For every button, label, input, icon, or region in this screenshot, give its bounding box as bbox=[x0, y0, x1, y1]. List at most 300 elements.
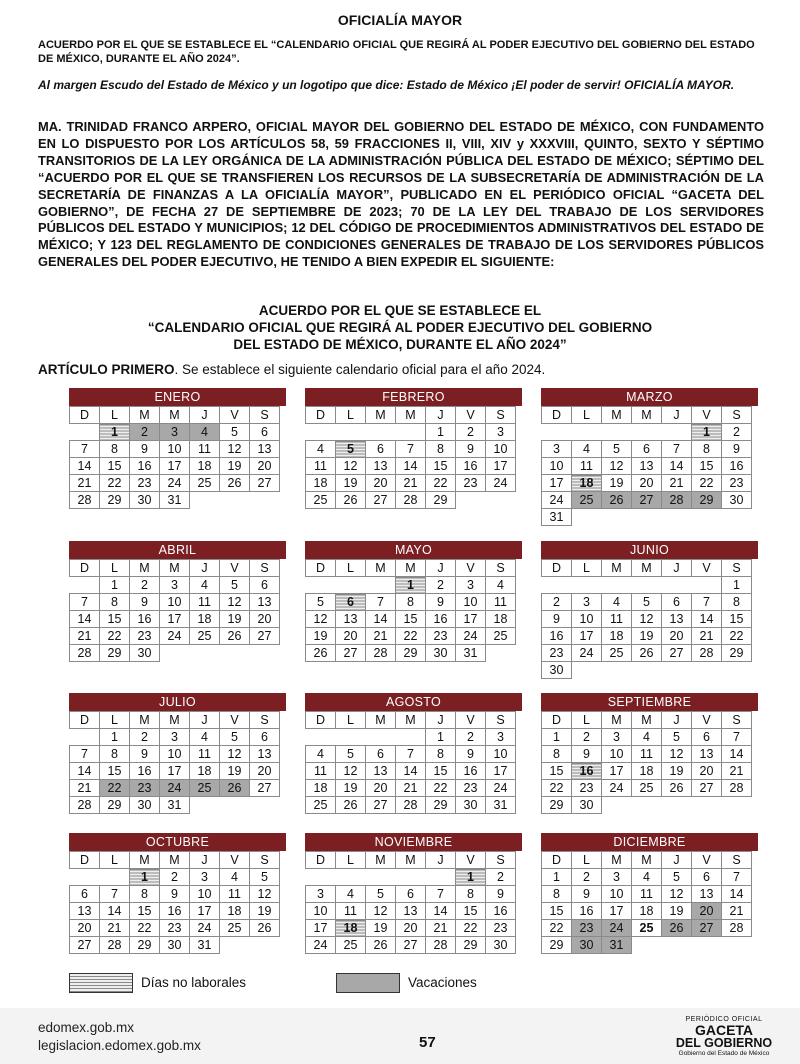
day-cell: 7 bbox=[70, 441, 100, 458]
day-cell: 26 bbox=[366, 937, 396, 954]
weekday-header: M bbox=[396, 407, 426, 424]
day-cell: 17 bbox=[486, 458, 516, 475]
day-cell: 13 bbox=[250, 594, 280, 611]
day-cell: 2 bbox=[572, 729, 602, 746]
empty-cell bbox=[692, 797, 722, 814]
weekday-header: D bbox=[542, 560, 572, 577]
day-cell: 4 bbox=[190, 424, 220, 441]
month-octubre bbox=[69, 833, 286, 954]
day-cell: 14 bbox=[426, 903, 456, 920]
day-cell: 18 bbox=[306, 475, 336, 492]
day-cell: 27 bbox=[632, 492, 662, 509]
day-cell: 28 bbox=[722, 920, 752, 937]
day-cell: 10 bbox=[160, 594, 190, 611]
day-cell: 1 bbox=[426, 424, 456, 441]
day-cell: 5 bbox=[220, 424, 250, 441]
empty-cell bbox=[306, 424, 336, 441]
day-cell: 17 bbox=[572, 628, 602, 645]
weekday-header: J bbox=[662, 852, 692, 869]
day-cell: 26 bbox=[602, 492, 632, 509]
day-cell: 19 bbox=[220, 611, 250, 628]
day-cell: 6 bbox=[250, 729, 280, 746]
weekday-header: V bbox=[692, 712, 722, 729]
weekday-header: L bbox=[100, 852, 130, 869]
day-cell: 11 bbox=[190, 594, 220, 611]
day-cell: 30 bbox=[572, 797, 602, 814]
day-cell: 21 bbox=[396, 780, 426, 797]
day-cell: 3 bbox=[306, 886, 336, 903]
day-cell: 28 bbox=[396, 797, 426, 814]
day-cell: 20 bbox=[366, 780, 396, 797]
day-cell: 10 bbox=[542, 458, 572, 475]
day-cell: 19 bbox=[250, 903, 280, 920]
day-cell: 13 bbox=[366, 763, 396, 780]
day-cell: 20 bbox=[250, 458, 280, 475]
day-cell: 2 bbox=[130, 424, 160, 441]
empty-cell bbox=[662, 797, 692, 814]
empty-cell bbox=[692, 577, 722, 594]
day-cell: 3 bbox=[486, 729, 516, 746]
empty-cell bbox=[632, 662, 662, 679]
weekday-header: M bbox=[160, 712, 190, 729]
day-cell: 18 bbox=[632, 903, 662, 920]
day-cell: 10 bbox=[160, 746, 190, 763]
empty-cell bbox=[396, 729, 426, 746]
day-cell: 10 bbox=[572, 611, 602, 628]
day-cell: 6 bbox=[692, 729, 722, 746]
day-cell: 27 bbox=[250, 780, 280, 797]
legend-no-laborales-swatch bbox=[69, 973, 133, 993]
weekday-header: M bbox=[602, 560, 632, 577]
weekday-header: S bbox=[722, 852, 752, 869]
day-cell: 9 bbox=[572, 886, 602, 903]
weekday-header: D bbox=[70, 407, 100, 424]
day-cell: 17 bbox=[602, 763, 632, 780]
day-cell: 30 bbox=[542, 662, 572, 679]
day-cell: 12 bbox=[336, 763, 366, 780]
empty-cell bbox=[722, 797, 752, 814]
day-cell: 9 bbox=[130, 441, 160, 458]
empty-cell bbox=[542, 424, 572, 441]
day-cell: 29 bbox=[426, 797, 456, 814]
day-cell: 14 bbox=[722, 886, 752, 903]
weekday-header: L bbox=[336, 852, 366, 869]
empty-cell bbox=[70, 729, 100, 746]
day-cell: 12 bbox=[662, 886, 692, 903]
empty-cell bbox=[336, 577, 366, 594]
day-cell: 27 bbox=[662, 645, 692, 662]
day-cell: 6 bbox=[396, 886, 426, 903]
day-cell: 28 bbox=[366, 645, 396, 662]
weekday-header: D bbox=[542, 407, 572, 424]
empty-cell bbox=[602, 662, 632, 679]
weekday-header: M bbox=[160, 852, 190, 869]
day-cell: 17 bbox=[486, 763, 516, 780]
weekday-header: V bbox=[220, 852, 250, 869]
weekday-header: M bbox=[396, 560, 426, 577]
article-text: . Se establece el siguiente calendario oficial para el año 2024. bbox=[174, 362, 546, 377]
day-cell: 19 bbox=[336, 475, 366, 492]
day-cell: 12 bbox=[220, 594, 250, 611]
day-cell: 11 bbox=[632, 746, 662, 763]
empty-cell bbox=[220, 937, 250, 954]
day-cell: 4 bbox=[220, 869, 250, 886]
day-cell: 9 bbox=[722, 441, 752, 458]
article-label: ARTÍCULO PRIMERO bbox=[38, 362, 175, 377]
month-header: JULIO bbox=[69, 693, 286, 711]
weekday-header: D bbox=[70, 852, 100, 869]
day-cell: 11 bbox=[306, 458, 336, 475]
month-table bbox=[69, 406, 280, 509]
empty-cell bbox=[602, 797, 632, 814]
empty-cell bbox=[366, 424, 396, 441]
day-cell: 13 bbox=[662, 611, 692, 628]
day-cell: 11 bbox=[602, 611, 632, 628]
day-cell: 15 bbox=[100, 611, 130, 628]
empty-cell bbox=[456, 492, 486, 509]
day-cell: 10 bbox=[160, 441, 190, 458]
day-cell: 24 bbox=[572, 645, 602, 662]
empty-cell bbox=[722, 937, 752, 954]
month-header: AGOSTO bbox=[305, 693, 522, 711]
day-cell: 29 bbox=[692, 492, 722, 509]
day-cell: 8 bbox=[542, 746, 572, 763]
day-cell: 8 bbox=[100, 746, 130, 763]
day-cell: 22 bbox=[100, 780, 130, 797]
weekday-header: L bbox=[572, 712, 602, 729]
day-cell: 12 bbox=[662, 746, 692, 763]
weekday-header: S bbox=[250, 407, 280, 424]
day-cell: 13 bbox=[336, 611, 366, 628]
month-header: MARZO bbox=[541, 388, 758, 406]
day-cell: 11 bbox=[336, 903, 366, 920]
day-cell: 15 bbox=[456, 903, 486, 920]
empty-cell bbox=[70, 424, 100, 441]
footer-link-legislacion[interactable]: legislacion.edomex.gob.mx bbox=[38, 1038, 201, 1053]
weekday-header: V bbox=[692, 407, 722, 424]
day-cell: 6 bbox=[250, 424, 280, 441]
empty-cell bbox=[396, 869, 426, 886]
empty-cell bbox=[632, 424, 662, 441]
day-cell: 24 bbox=[456, 628, 486, 645]
day-cell: 4 bbox=[602, 594, 632, 611]
day-cell: 22 bbox=[100, 628, 130, 645]
weekday-header: M bbox=[632, 560, 662, 577]
day-cell: 16 bbox=[130, 763, 160, 780]
day-cell: 30 bbox=[130, 797, 160, 814]
month-table bbox=[305, 851, 516, 954]
day-cell: 11 bbox=[632, 886, 662, 903]
day-cell: 14 bbox=[70, 763, 100, 780]
day-cell: 21 bbox=[70, 628, 100, 645]
month-table bbox=[541, 406, 752, 526]
day-cell: 1 bbox=[456, 869, 486, 886]
day-cell: 3 bbox=[160, 729, 190, 746]
empty-cell bbox=[632, 937, 662, 954]
empty-cell bbox=[366, 729, 396, 746]
weekday-header: J bbox=[426, 852, 456, 869]
day-cell: 27 bbox=[366, 797, 396, 814]
empty-cell bbox=[632, 509, 662, 526]
day-cell: 23 bbox=[572, 920, 602, 937]
day-cell: 22 bbox=[692, 475, 722, 492]
day-cell: 10 bbox=[190, 886, 220, 903]
day-cell: 16 bbox=[542, 628, 572, 645]
day-cell: 21 bbox=[722, 763, 752, 780]
weekday-header: S bbox=[722, 712, 752, 729]
month-header: ABRIL bbox=[69, 541, 286, 559]
day-cell: 7 bbox=[396, 441, 426, 458]
day-cell: 8 bbox=[692, 441, 722, 458]
weekday-header: M bbox=[602, 407, 632, 424]
day-cell: 4 bbox=[336, 886, 366, 903]
month-table bbox=[541, 851, 752, 954]
day-cell: 27 bbox=[366, 492, 396, 509]
day-cell: 8 bbox=[426, 746, 456, 763]
day-cell: 27 bbox=[70, 937, 100, 954]
weekday-header: L bbox=[336, 560, 366, 577]
day-cell: 2 bbox=[160, 869, 190, 886]
day-cell: 9 bbox=[542, 611, 572, 628]
day-cell: 29 bbox=[722, 645, 752, 662]
day-cell: 22 bbox=[722, 628, 752, 645]
day-cell: 24 bbox=[160, 628, 190, 645]
day-cell: 9 bbox=[130, 594, 160, 611]
day-cell: 26 bbox=[220, 780, 250, 797]
day-cell: 5 bbox=[366, 886, 396, 903]
day-cell: 3 bbox=[160, 424, 190, 441]
day-cell: 29 bbox=[542, 797, 572, 814]
day-cell: 2 bbox=[486, 869, 516, 886]
day-cell: 21 bbox=[70, 475, 100, 492]
day-cell: 18 bbox=[190, 458, 220, 475]
day-cell: 29 bbox=[456, 937, 486, 954]
day-cell: 26 bbox=[220, 628, 250, 645]
day-cell: 17 bbox=[456, 611, 486, 628]
day-cell: 1 bbox=[130, 869, 160, 886]
day-cell: 25 bbox=[572, 492, 602, 509]
day-cell: 30 bbox=[722, 492, 752, 509]
weekday-header: S bbox=[722, 560, 752, 577]
day-cell: 13 bbox=[250, 441, 280, 458]
day-cell: 7 bbox=[692, 594, 722, 611]
month-noviembre bbox=[305, 833, 522, 954]
month-table bbox=[541, 711, 752, 814]
day-cell: 13 bbox=[692, 746, 722, 763]
day-cell: 11 bbox=[572, 458, 602, 475]
day-cell: 11 bbox=[306, 763, 336, 780]
day-cell: 3 bbox=[542, 441, 572, 458]
legend-no-laborales-label: Días no laborales bbox=[141, 975, 247, 990]
day-cell: 10 bbox=[486, 441, 516, 458]
day-cell: 13 bbox=[70, 903, 100, 920]
legend-vacaciones-label: Vacaciones bbox=[408, 975, 477, 990]
empty-cell bbox=[426, 869, 456, 886]
day-cell: 6 bbox=[692, 869, 722, 886]
weekday-header: L bbox=[100, 712, 130, 729]
empty-cell bbox=[722, 509, 752, 526]
month-agosto bbox=[305, 693, 522, 814]
day-cell: 22 bbox=[456, 920, 486, 937]
day-cell: 25 bbox=[486, 628, 516, 645]
day-cell: 22 bbox=[130, 920, 160, 937]
month-mayo bbox=[305, 541, 522, 662]
month-julio bbox=[69, 693, 286, 814]
day-cell: 18 bbox=[336, 920, 366, 937]
day-cell: 3 bbox=[602, 729, 632, 746]
day-cell: 11 bbox=[190, 746, 220, 763]
weekday-header: D bbox=[542, 712, 572, 729]
empty-cell bbox=[306, 869, 336, 886]
day-cell: 23 bbox=[426, 628, 456, 645]
day-cell: 4 bbox=[190, 577, 220, 594]
day-cell: 30 bbox=[572, 937, 602, 954]
month-table bbox=[305, 711, 516, 814]
day-cell: 6 bbox=[366, 441, 396, 458]
day-cell: 23 bbox=[160, 920, 190, 937]
empty-cell bbox=[220, 645, 250, 662]
weekday-header: V bbox=[692, 560, 722, 577]
empty-cell bbox=[486, 645, 516, 662]
day-cell: 28 bbox=[70, 797, 100, 814]
empty-cell bbox=[692, 509, 722, 526]
day-cell: 26 bbox=[336, 797, 366, 814]
day-cell: 31 bbox=[160, 797, 190, 814]
day-cell: 2 bbox=[572, 869, 602, 886]
weekday-header: J bbox=[426, 407, 456, 424]
day-cell: 5 bbox=[250, 869, 280, 886]
weekday-header: M bbox=[632, 712, 662, 729]
day-cell: 19 bbox=[220, 763, 250, 780]
day-cell: 17 bbox=[160, 458, 190, 475]
day-cell: 21 bbox=[722, 903, 752, 920]
day-cell: 23 bbox=[486, 920, 516, 937]
empty-cell bbox=[662, 424, 692, 441]
day-cell: 14 bbox=[70, 458, 100, 475]
empty-cell bbox=[542, 577, 572, 594]
calendar-subtitle bbox=[0, 302, 800, 353]
day-cell: 5 bbox=[602, 441, 632, 458]
weekday-header: J bbox=[190, 407, 220, 424]
day-cell: 25 bbox=[306, 797, 336, 814]
weekday-header: V bbox=[456, 712, 486, 729]
day-cell: 3 bbox=[602, 869, 632, 886]
day-cell: 1 bbox=[396, 577, 426, 594]
day-cell: 31 bbox=[190, 937, 220, 954]
empty-cell bbox=[722, 662, 752, 679]
day-cell: 24 bbox=[542, 492, 572, 509]
day-cell: 7 bbox=[70, 746, 100, 763]
day-cell: 27 bbox=[336, 645, 366, 662]
day-cell: 17 bbox=[190, 903, 220, 920]
day-cell: 11 bbox=[486, 594, 516, 611]
page-number: 57 bbox=[419, 1034, 436, 1051]
weekday-header: M bbox=[602, 852, 632, 869]
day-cell: 27 bbox=[692, 920, 722, 937]
day-cell: 12 bbox=[306, 611, 336, 628]
day-cell: 20 bbox=[692, 903, 722, 920]
month-header: MAYO bbox=[305, 541, 522, 559]
day-cell: 15 bbox=[542, 903, 572, 920]
month-abril bbox=[69, 541, 286, 662]
day-cell: 12 bbox=[250, 886, 280, 903]
day-cell: 22 bbox=[426, 780, 456, 797]
day-cell: 5 bbox=[220, 577, 250, 594]
weekday-header: J bbox=[190, 560, 220, 577]
weekday-header: M bbox=[366, 852, 396, 869]
day-cell: 5 bbox=[336, 441, 366, 458]
day-cell: 26 bbox=[250, 920, 280, 937]
article-first bbox=[38, 362, 764, 377]
day-cell: 15 bbox=[426, 458, 456, 475]
empty-cell bbox=[662, 509, 692, 526]
day-cell: 26 bbox=[220, 475, 250, 492]
day-cell: 6 bbox=[366, 746, 396, 763]
day-cell: 7 bbox=[70, 594, 100, 611]
day-cell: 23 bbox=[456, 780, 486, 797]
day-cell: 16 bbox=[456, 763, 486, 780]
day-cell: 27 bbox=[250, 628, 280, 645]
day-cell: 16 bbox=[572, 763, 602, 780]
day-cell: 16 bbox=[426, 611, 456, 628]
day-cell: 23 bbox=[130, 780, 160, 797]
weekday-header: M bbox=[632, 407, 662, 424]
day-cell: 1 bbox=[692, 424, 722, 441]
footer-link-edomex[interactable]: edomex.gob.mx bbox=[38, 1020, 135, 1035]
weekday-header: S bbox=[486, 407, 516, 424]
day-cell: 30 bbox=[130, 645, 160, 662]
weekday-header: M bbox=[160, 560, 190, 577]
empty-cell bbox=[572, 509, 602, 526]
day-cell: 19 bbox=[662, 763, 692, 780]
day-cell: 8 bbox=[100, 441, 130, 458]
empty-cell bbox=[70, 577, 100, 594]
day-cell: 18 bbox=[572, 475, 602, 492]
weekday-header: M bbox=[366, 712, 396, 729]
day-cell: 28 bbox=[722, 780, 752, 797]
month-header: JUNIO bbox=[541, 541, 758, 559]
month-table bbox=[69, 851, 280, 954]
day-cell: 12 bbox=[220, 441, 250, 458]
day-cell: 25 bbox=[632, 780, 662, 797]
day-cell: 24 bbox=[160, 475, 190, 492]
day-cell: 15 bbox=[396, 611, 426, 628]
day-cell: 29 bbox=[542, 937, 572, 954]
empty-cell bbox=[662, 577, 692, 594]
day-cell: 16 bbox=[486, 903, 516, 920]
day-cell: 24 bbox=[486, 475, 516, 492]
day-cell: 11 bbox=[190, 441, 220, 458]
empty-cell bbox=[602, 509, 632, 526]
weekday-header: D bbox=[542, 852, 572, 869]
weekday-header: M bbox=[396, 712, 426, 729]
day-cell: 7 bbox=[396, 746, 426, 763]
day-cell: 6 bbox=[250, 577, 280, 594]
day-cell: 3 bbox=[160, 577, 190, 594]
month-table bbox=[69, 711, 280, 814]
day-cell: 9 bbox=[456, 746, 486, 763]
month-septiembre bbox=[541, 693, 758, 814]
day-cell: 7 bbox=[722, 869, 752, 886]
day-cell: 12 bbox=[220, 746, 250, 763]
day-cell: 18 bbox=[220, 903, 250, 920]
day-cell: 1 bbox=[542, 869, 572, 886]
day-cell: 10 bbox=[602, 886, 632, 903]
margin-note: Al margen Escudo del Estado de México y un logotipo que dice: Estado de México ¡El poder de servir! OFICIALÍA MAYOR. bbox=[38, 78, 735, 92]
day-cell: 30 bbox=[456, 797, 486, 814]
day-cell: 12 bbox=[366, 903, 396, 920]
day-cell: 6 bbox=[336, 594, 366, 611]
